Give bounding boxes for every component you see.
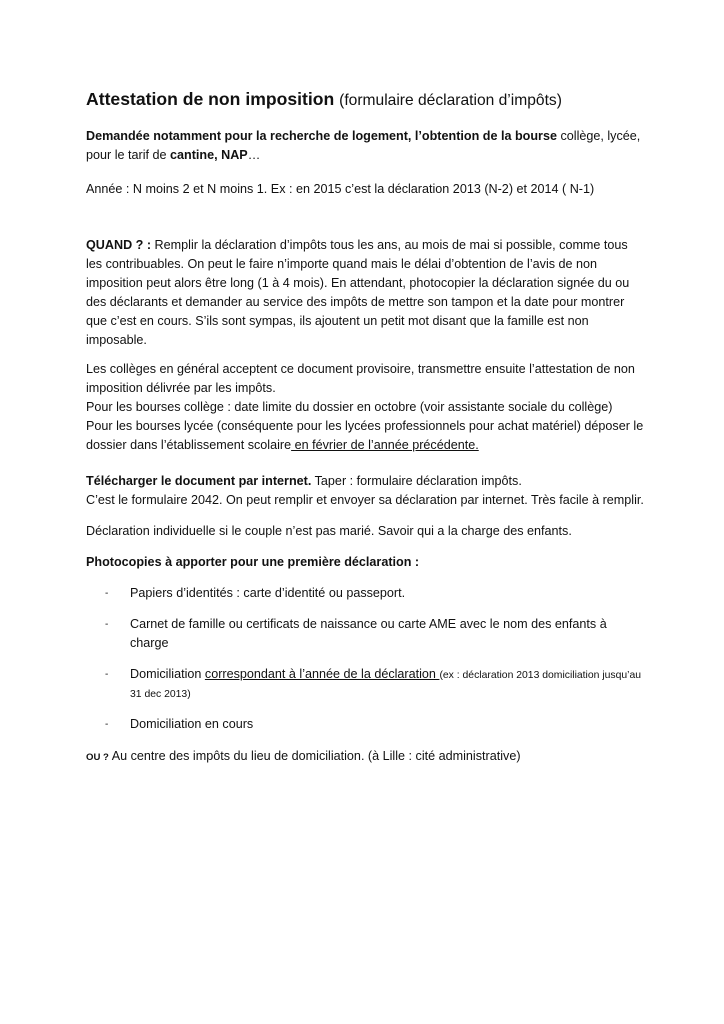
list-item-text: Domiciliation <box>130 667 205 681</box>
document-body <box>86 86 646 767</box>
photocopies-heading: Photocopies à apporter pour une première déclaration : <box>86 555 420 569</box>
colleges-line-2: Pour les bourses collège : date limite du dossier en octobre (voir assistante sociale du collège) <box>86 400 613 414</box>
colleges-line-1: Les collèges en général acceptent ce document provisoire, transmettre ensuite l’attestation de non imposition délivrée par les impôts. <box>86 362 635 395</box>
intro-bold-text: Demandée notamment pour la recherche de logement, l’obtention de la bourse <box>86 129 557 143</box>
individuelle-paragraph: Déclaration individuelle si le couple n’est pas marié. Savoir qui a la charge des enfants. <box>86 524 572 538</box>
list-item <box>86 584 646 603</box>
quand-label: QUAND ? : <box>86 238 152 252</box>
quand-text: Remplir la déclaration d’impôts tous les ans, au mois de mai si possible, comme tous les contribuables. On peut le faire n’importe quand mais le délai d’obtention de l’avis de non imposition peut alors être long (1 à 4 mois). En attendant, photocopier la déclaration signée du ou des déclarants et demander au service des impôts de mettre son tampon et la date pour montrer que c’est en cours. S’ils sont sympas, ils ajoutent un petit mot disant que la famille est non imposable. <box>86 238 630 347</box>
telecharger-bold: Télécharger le document par internet. <box>86 474 312 488</box>
list-item <box>86 665 646 703</box>
list-item-text: Domiciliation en cours <box>130 717 254 731</box>
quand-paragraph <box>86 236 646 350</box>
ou-text: Au centre des impôts du lieu de domiciliation. (à Lille : cité administrative) <box>108 749 521 763</box>
colleges-deadline-underlined: en février de l’année précédente. <box>291 438 479 452</box>
telecharger-line-2: C’est le formulaire 2042. On peut remplir et envoyer sa déclaration par internet. Très facile à remplir. <box>86 493 644 507</box>
title-subtitle: (formulaire déclaration d’impôts) <box>339 92 562 109</box>
list-dash: - <box>105 719 109 730</box>
list-item-text: Papiers d’identités : carte d’identité ou passeport. <box>130 586 406 600</box>
intro-bold-cantine: cantine, NAP <box>170 148 248 162</box>
page-title <box>86 86 646 114</box>
list-item-underlined: correspondant à l’année de la déclaration <box>204 667 440 681</box>
intro-ellipsis: … <box>247 148 261 162</box>
ou-paragraph <box>86 747 646 767</box>
documents-list <box>86 584 646 734</box>
list-dash: - <box>105 588 109 599</box>
colleges-paragraph <box>86 360 646 455</box>
list-item <box>86 615 646 653</box>
list-item-note: (ex : déclaration 2013 domiciliation jusqu’au 31 dec 2013) <box>130 670 642 700</box>
telecharger-paragraph <box>86 472 646 510</box>
title-main: Attestation de non imposition <box>86 89 335 109</box>
list-item-text: Carnet de famille ou certificats de naissance ou carte AME avec le nom des enfants à charge <box>130 617 607 650</box>
intro-paragraph <box>86 127 646 165</box>
intro-text: collège, lycée, pour le tarif de <box>86 129 641 162</box>
ou-label: OU ? <box>86 752 109 763</box>
list-dash: - <box>105 619 109 630</box>
list-item <box>86 715 646 734</box>
colleges-line-3: Pour les bourses lycée (conséquente pour les lycées professionnels pour achat matériel) déposer le dossier dans l’établissement scolaire <box>86 419 644 452</box>
annee-paragraph: Année : N moins 2 et N moins 1. Ex : en 2015 c’est la déclaration 2013 (N-2) et 2014 ( N-1) <box>86 182 595 196</box>
telecharger-text: Taper : formulaire déclaration impôts. <box>311 474 522 488</box>
list-dash: - <box>105 669 109 680</box>
